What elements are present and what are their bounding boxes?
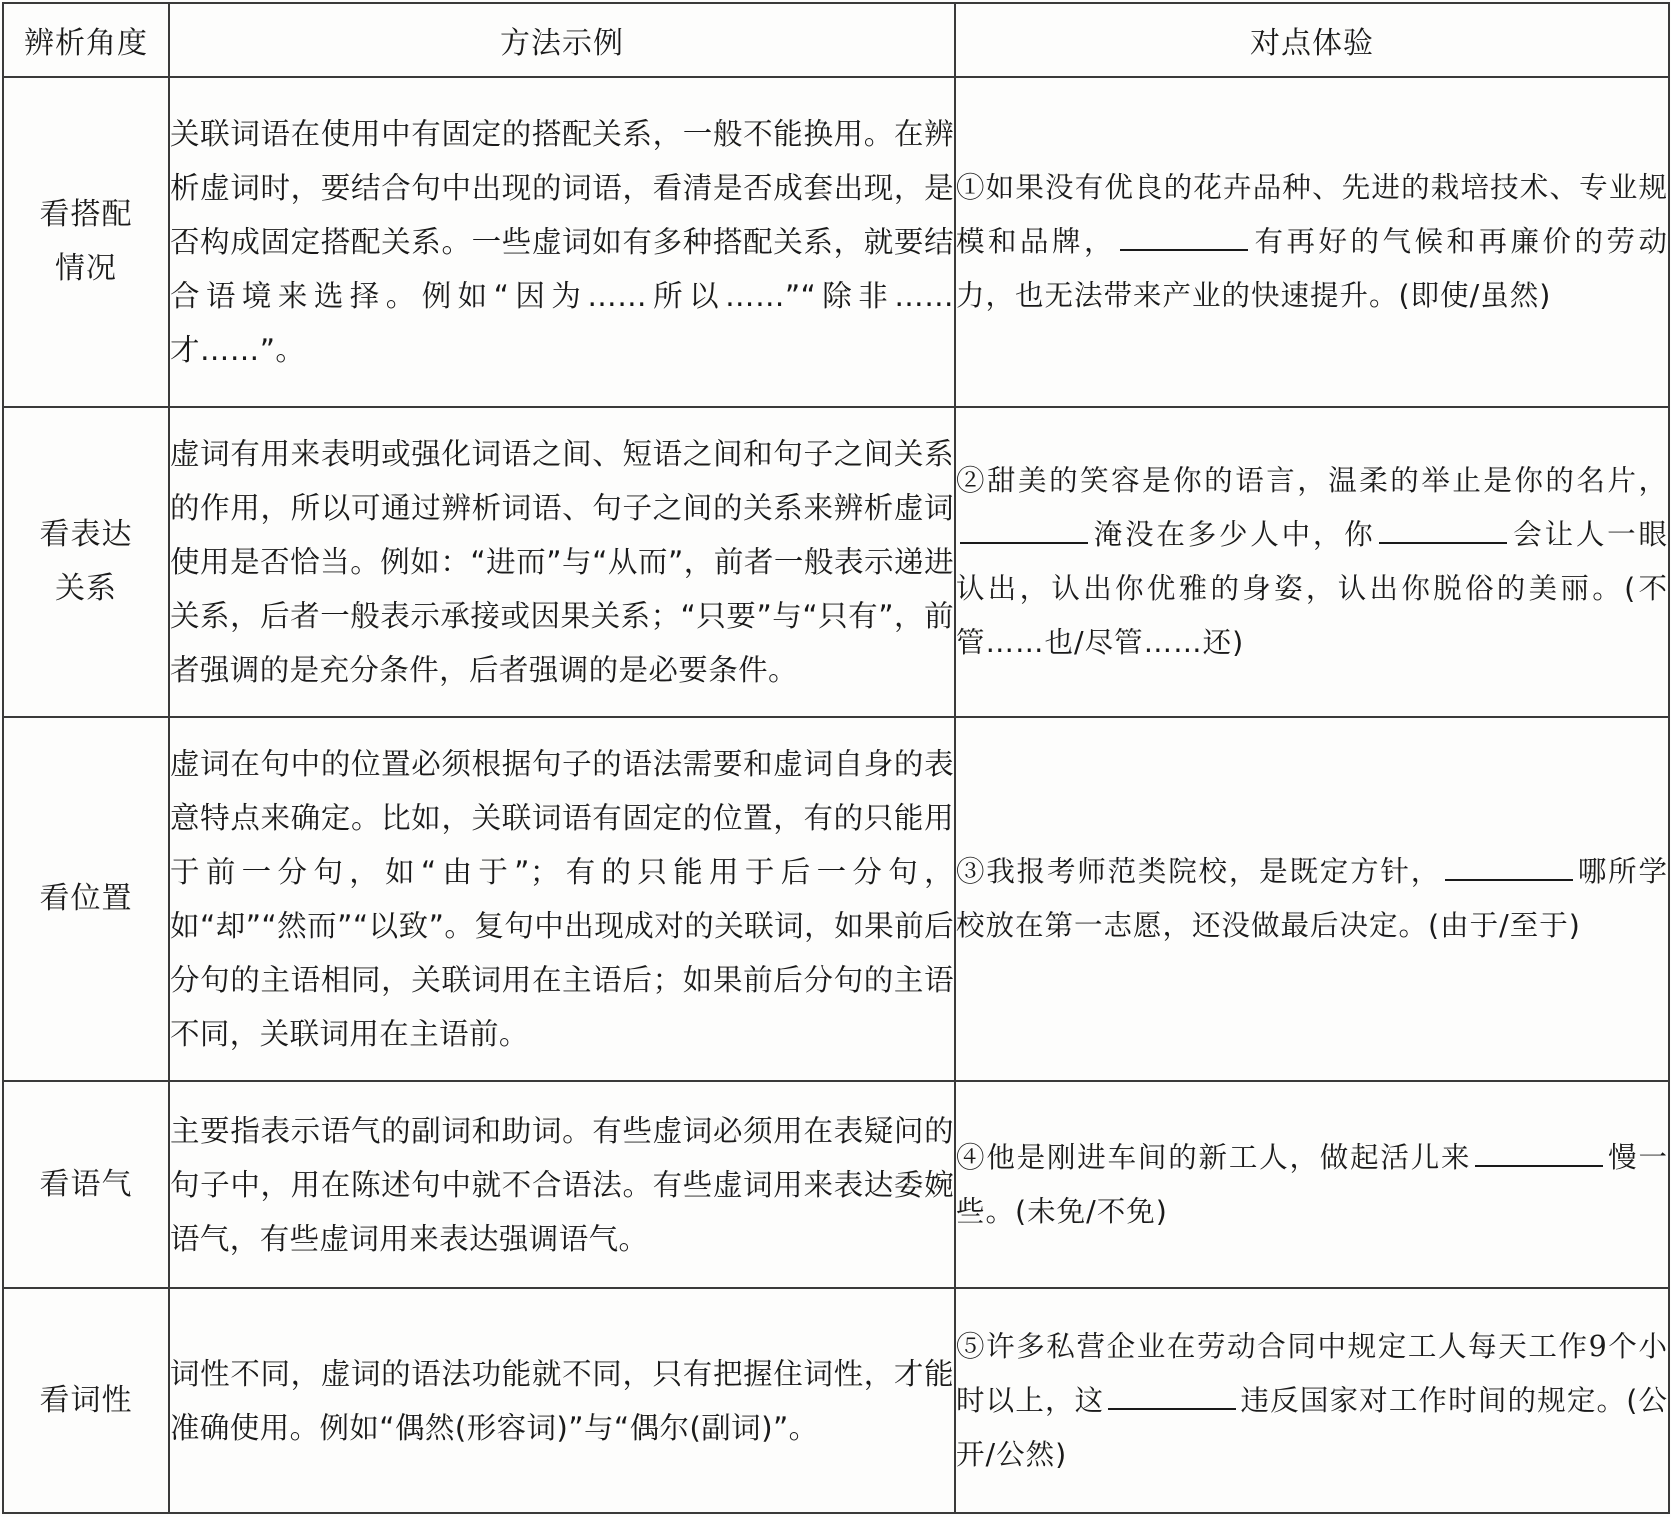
answer-blank[interactable]: [1379, 512, 1507, 544]
experience-cell: [955, 77, 1669, 407]
exercise-text: 淹没在多少人中，你: [1092, 518, 1376, 552]
header-experience: 对点体验: [955, 3, 1669, 77]
answer-blank[interactable]: [960, 512, 1088, 544]
answer-blank[interactable]: [1475, 1135, 1603, 1167]
angle-cell: [3, 407, 169, 716]
answer-blank[interactable]: [1120, 219, 1248, 251]
angle-line: 关系: [55, 571, 117, 607]
header-row: [3, 3, 1669, 77]
comparison-table: [2, 2, 1670, 1514]
option-hint: (未免/不免): [1015, 1194, 1168, 1228]
method-cell: 词性不同，虚词的语法功能就不同，只有把握住词性，才能准确使用。例如“偶然(形容词)”与“偶尔(副词)”。: [169, 1288, 955, 1513]
option-hint: (公开/公然): [956, 1383, 1668, 1471]
table-row: [3, 717, 1669, 1081]
experience-cell: [955, 407, 1669, 716]
table-row: [3, 407, 1669, 716]
angle-line: 看位置: [39, 880, 133, 916]
table-row: [3, 1288, 1669, 1513]
angle-cell: [3, 77, 169, 407]
option-hint: (不管……也/尽管……还): [956, 572, 1668, 660]
header-method: 方法示例: [169, 3, 955, 77]
exercise-text: ③我报考师范类院校，是既定方针，: [956, 854, 1442, 888]
answer-blank[interactable]: [1108, 1378, 1236, 1410]
angle-line: 看语气: [39, 1166, 133, 1202]
angle-cell: [3, 1081, 169, 1289]
angle-line: 看搭配: [39, 197, 133, 233]
exercise-text: ①如果没有优良的花卉品种、先进的栽培技术、专业规模和品牌，: [956, 171, 1668, 259]
exercise-text: 有再好的气候和再廉价的劳动力，也无法带来产业的快速提升。: [956, 225, 1668, 313]
angle-cell: [3, 717, 169, 1081]
angle-cell: [3, 1288, 169, 1513]
method-cell: 主要指表示语气的副词和助词。有些虚词必须用在表疑问的句子中，用在陈述句中就不合语法。有些虚词用来表达委婉语气，有些虚词用来表达强调语气。: [169, 1081, 955, 1289]
table-row: [3, 77, 1669, 407]
angle-line: 看表达: [39, 517, 133, 553]
exercise-text: 违反国家对工作时间的规定。: [1240, 1383, 1627, 1417]
option-hint: (即使/虽然): [1398, 279, 1552, 313]
angle-line: 看词性: [39, 1382, 133, 1418]
experience-cell: [955, 1081, 1669, 1289]
answer-blank[interactable]: [1445, 849, 1573, 881]
experience-cell: [955, 717, 1669, 1081]
angle-line: 情况: [55, 251, 117, 287]
method-cell: 关联词语在使用中有固定的搭配关系，一般不能换用。在辨析虚词时，要结合句中出现的词语，看清是否成套出现，是否构成固定搭配关系。一些虚词如有多种搭配关系，就要结合语境来选择。例如“因为……所以……”“除非……才……”。: [169, 77, 955, 407]
method-cell: 虚词在句中的位置必须根据句子的语法需要和虚词自身的表意特点来确定。比如，关联词语有固定的位置，有的只能用于前一分句，如“由于”；有的只能用于后一分句，如“却”“然而”“以致”。复句中出现成对的关联词，如果前后分句的主语相同，关联词用在主语后；如果前后分句的主语不同，关联词用在主语前。: [169, 717, 955, 1081]
option-hint: (由于/至于): [1428, 908, 1581, 942]
exercise-text: ②甜美的笑容是你的语言，温柔的举止是你的名片，: [956, 464, 1668, 498]
exercise-text: ⑤许多私营企业在劳动合同中规定工人每天工作9个小时以上，这: [956, 1329, 1668, 1417]
exercise-text: ④他是刚进车间的新工人，做起活儿来: [956, 1140, 1472, 1174]
exercise-text: 慢一些。: [956, 1140, 1668, 1228]
method-cell: 虚词有用来表明或强化词语之间、短语之间和句子之间关系的作用，所以可通过辨析词语、句子之间的关系来辨析虚词使用是否恰当。例如：“进而”与“从而”，前者一般表示递进关系，后者一般表示承接或因果关系；“只要”与“只有”，前者强调的是充分条件，后者强调的是必要条件。: [169, 407, 955, 716]
header-angle: 辨析角度: [3, 3, 169, 77]
exercise-text: 会让人一眼认出，认出你优雅的身姿，认出你脱俗的美丽。: [956, 518, 1668, 606]
table-row: [3, 1081, 1669, 1289]
exercise-text: 哪所学校放在第一志愿，还没做最后决定。: [956, 854, 1668, 942]
experience-cell: [955, 1288, 1669, 1513]
